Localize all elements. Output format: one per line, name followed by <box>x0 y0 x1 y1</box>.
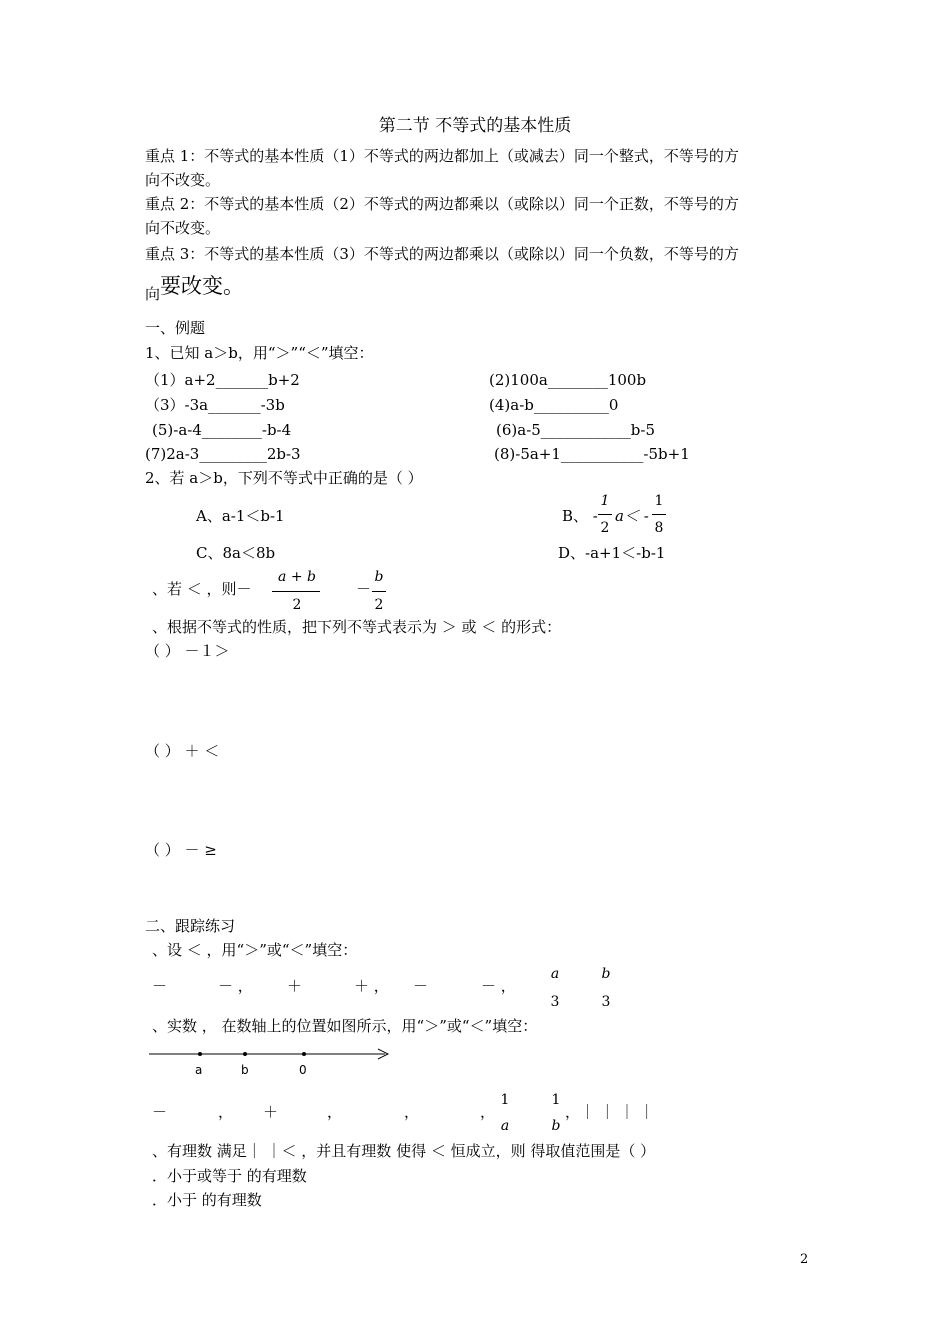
q2-b-frac1-den: 2 <box>600 520 610 536</box>
s2-q1-expr-1: － <box>152 977 168 995</box>
number-line-label-b: b <box>241 1063 249 1077</box>
q1-item-7: (7)2a-3_________2b-3 <box>145 445 301 463</box>
s2-q2-r2: ， <box>218 1103 234 1121</box>
q2-b-frac2-num: 1 <box>654 493 664 509</box>
section2-heading: 二、跟踪练习 <box>145 917 236 935</box>
s2-q2-frac2-num: 1 <box>551 1092 561 1108</box>
s2-q1-expr-3: ＋ <box>287 977 303 995</box>
q2-option-c: C、8a＜8b <box>196 544 276 562</box>
s2-q1-expr-2: － ， <box>218 977 253 995</box>
keypoint-3-line1: 重点 3：不等式的基本性质（3）不等式的两边都乘以（或除以）同一个负数，不等号的方 <box>145 245 739 263</box>
page-title: 第二节 不等式的基本性质 <box>378 116 572 136</box>
q1-item-4: (4)a-b__________0 <box>489 396 619 414</box>
number-line-label-a: a <box>195 1063 203 1077</box>
s2-q1-frac-b-num: b <box>601 966 611 982</box>
keypoint-3-small: 向 <box>145 285 161 303</box>
q2-b-frac2-bar <box>652 514 666 515</box>
keypoint-1-line1: 重点 1：不等式的基本性质（1）不等式的两边都加上（或减去）同一个整式，不等号的方 <box>145 147 739 165</box>
q3-frac1-bar <box>272 591 320 592</box>
s2-q3-option-b: ．小于 的有理数 <box>152 1191 262 1209</box>
q3-frac2-bar <box>372 591 386 592</box>
keypoint-2-line2: 向不改变。 <box>145 219 221 237</box>
point-0 <box>302 1052 306 1056</box>
q3-frac1-den: 2 <box>292 597 302 613</box>
q2-b-frac1-num: 1 <box>600 493 610 509</box>
s2-q2-frac1-num: 1 <box>500 1092 510 1108</box>
point-b <box>243 1052 247 1056</box>
q2-option-d: D、-a+1＜-b-1 <box>558 544 666 562</box>
q3-minus: － <box>356 580 372 598</box>
s2-q1-expr-5: － <box>413 977 429 995</box>
s2-q2-abs: ，｜ ｜ ｜ ｜ <box>565 1103 655 1121</box>
q4-part-2: （ ） ＋ ＜ <box>145 742 220 760</box>
keypoint-3-line2 <box>145 274 245 303</box>
s2-q1-stem: 、设 ＜ ，用“＞”或“＜”填空： <box>152 941 358 959</box>
q4-stem: 、根据不等式的性质，把下列不等式表示为 ＞ 或 ＜ 的形式： <box>152 618 562 636</box>
q1-item-5: (5)-a-4________-b-4 <box>152 421 292 439</box>
q1-item-3: （3）-3a_______-3b <box>145 396 285 414</box>
number-line-label-0: 0 <box>299 1063 307 1077</box>
point-a <box>198 1052 202 1056</box>
q1-stem: 1、已知 a＞b，用“＞”“＜”填空： <box>145 344 374 362</box>
q4-part-3: （ ） － ≥ <box>145 841 217 859</box>
s2-q2-r5: ， <box>404 1103 420 1121</box>
keypoint-3-big: 要改变。 <box>160 274 245 298</box>
keypoint-2-line1: 重点 2：不等式的基本性质（2）不等式的两边都乘以（或除以）同一个正数，不等号的方 <box>145 195 739 213</box>
s2-q1-frac-a-num: a <box>550 966 560 982</box>
section1-heading: 一、例题 <box>145 319 206 337</box>
q2-b-frac2-den: 8 <box>654 520 664 536</box>
number-line <box>145 1044 395 1078</box>
s2-q2-stem: 、实数 ， 在数轴上的位置如图所示，用“＞”或“＜”填空： <box>152 1017 538 1035</box>
q1-item-8: (8)-5a+1___________-5b+1 <box>494 445 690 463</box>
q1-item-1: （1）a+2_______b+2 <box>145 371 300 389</box>
q3-frac2-num: b <box>374 569 384 585</box>
s2-q3-option-a: ．小于或等于 的有理数 <box>152 1167 307 1185</box>
s2-q1-frac-a-den: 3 <box>550 994 560 1010</box>
s2-q3-stem: 、有理数 满足｜ ｜＜ ，并且有理数 使得 ＜ 恒成立，则 得取值范围是（ ） <box>152 1142 656 1160</box>
q1-item-6: (6)a-5____________b-5 <box>496 421 656 439</box>
q3-stem: 、若 ＜ ，则－ <box>152 580 252 598</box>
s2-q2-r1: － <box>152 1103 168 1121</box>
s2-q1-expr-4: ＋ ， <box>354 977 389 995</box>
q3-frac1-num: a + b <box>278 569 316 585</box>
s2-q1-frac-b-den: 3 <box>601 994 611 1010</box>
keypoint-1-line2: 向不改变。 <box>145 171 221 189</box>
q3-frac2-den: 2 <box>374 597 384 613</box>
q4-part-1: （ ） －１＞ <box>145 642 230 660</box>
q2-stem: 2、若 a＞b，下列不等式中正确的是（ ） <box>145 469 423 487</box>
q1-item-2: (2)100a________100b <box>489 371 647 389</box>
s2-q2-r3: ＋ <box>263 1103 279 1121</box>
s2-q2-frac2-den: b <box>551 1118 561 1134</box>
page-number: 2 <box>800 1252 809 1267</box>
q2-option-b-mid: a＜ - <box>615 507 649 525</box>
q2-b-frac1-bar <box>598 514 612 515</box>
q2-option-b-prefix: B、 - <box>562 507 598 525</box>
q2-option-a: A、a-1＜b-1 <box>196 507 285 525</box>
s2-q2-r6: ， <box>480 1103 496 1121</box>
s2-q1-expr-6: － ， <box>481 977 516 995</box>
s2-q2-r4: ， <box>327 1103 343 1121</box>
s2-q2-frac1-den: a <box>500 1118 510 1134</box>
